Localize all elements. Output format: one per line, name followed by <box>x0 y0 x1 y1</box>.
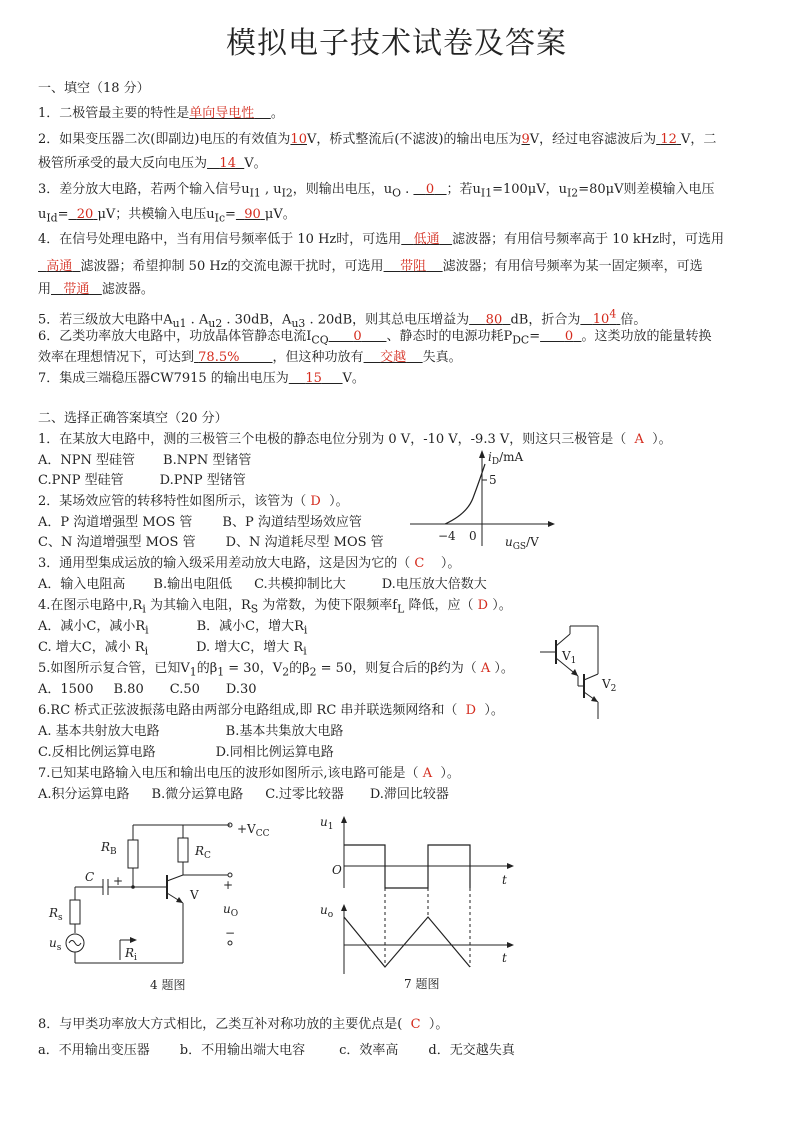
s1-q5: 5．若三级放大电路中$A_{u1}$ . $A_{u2}$ . 30dB，$A_{u3}$ . 20dB，则其总电压增益为 80 dB，折合为 $10^4$ 倍。 <box>38 308 647 330</box>
darlington-figure <box>540 622 620 720</box>
s2-q7: 7.已知某电路输入电压和输出电压的波形如图所示,该电路可能是（ A ）。 <box>38 766 460 781</box>
s1-q4-cont2: 用 带通 滤波器。 <box>38 282 154 297</box>
answer: 单向导电性 <box>189 106 255 121</box>
v1-label: $V_1$ <box>562 649 577 666</box>
output-triangle-wave <box>344 917 470 967</box>
fet-transfer-figure <box>405 446 560 551</box>
ri-label: $R_i$ <box>125 946 137 963</box>
out-minus-label: − <box>225 926 236 940</box>
s1-q6: 6．乙类功率放大电路中，功放晶体管静态电流$I_{CQ}$ 0 、静态时的电源功耗$P_{DC}=$ 0 。这类功放的能量转换 <box>38 329 712 347</box>
s1-q6-cont: 效率在理想情况下，可达到 78.5% ，但这种功放有 交越 失真。 <box>38 350 462 365</box>
section2-heading: 二、选择正确答案填空（20 分） <box>38 411 228 426</box>
s2-q3: 3．通用型集成运放的输入级采用差动放大电路，这是因为它的（ C ）。 <box>38 556 461 571</box>
s2-q7-opts: A.积分运算电路 B.微分运算电路 C.过零比较器 D.滞回比较器 <box>38 787 449 802</box>
y-tick-label: 5 <box>489 473 497 487</box>
s2-q2: 2．某场效应管的转移特性如图所示，该管为（ D ）。 <box>38 494 349 509</box>
t-label-2: t <box>502 951 507 965</box>
s1-q3-cont: $u_{Id}= 20$ μV；共模输入电压$u_{Ic}= 90$ μV。 <box>38 207 296 225</box>
us-label: $u_s$ <box>49 936 62 953</box>
s2-q2-opts1: A．P 沟道增强型 MOS 管 B、P 沟道结型场效应管 <box>38 515 362 530</box>
s2-q6: 6.RC 桥式正弦波振荡电路由两部分电路组成,即 RC 串并联选频网络和（ D ）。 <box>38 703 504 718</box>
s2-q3-opts: A．输入电阻高 B.输出电阻低 C.共模抑制比大 D.电压放大倍数大 <box>38 577 487 592</box>
x-tick-label: −4 <box>438 529 456 543</box>
uo-label: $u_o$ <box>320 903 334 920</box>
s2-q4: 4.在图示电路中$,R_i$ 为其输入电阻，$R_S$ 为常数，为使下限频率$f_L$ 降低，应（ D ）。 <box>38 598 512 616</box>
s2-q1: 1．在某放大电路中，测的三极管三个电极的静态电位分别为 0 V，-10 V，-9.3 V，则这只三极管是（ A ）。 <box>38 432 672 447</box>
rb-label: $R_B$ <box>101 840 117 857</box>
section1-heading: 一、填空（18 分） <box>38 81 150 96</box>
s2-q6-opts1: A. 基本共射放大电路 B.基本共集放大电路 <box>38 724 344 739</box>
fig7-caption: 7 题图 <box>404 977 440 991</box>
rs-label: $R_s$ <box>49 906 63 923</box>
transfer-curve <box>445 464 485 524</box>
s1-q4-cont1: 高通 滤波器；希望抑制 50 Hz的交流电源干扰时，可选用 带阻 滤波器；有用信号频率为某一固定频率，可选 <box>46 259 703 274</box>
s2-q8: 8．与甲类功率放大方式相比，乙类互补对称功放的主要优点是( C ）。 <box>38 1017 449 1032</box>
s1-q3: 3．差分放大电路，若两个输入信号$u_{I1}$ , $u_{I2}$，则输出电压，$u_O$ . 0 ；若$u_{I1}=100\mu V$，$u_{I2}=80\mu V$则差模输入电压 <box>38 182 715 200</box>
origin-label: O <box>332 863 342 877</box>
plus-label: + <box>113 874 124 888</box>
y-axis-arrow <box>479 450 485 458</box>
s1-q2-cont: 极管所承受的最大反向电压为 14 V。 <box>38 156 267 171</box>
t-label-1: t <box>502 873 507 887</box>
c-label: C <box>85 870 95 884</box>
transistor-label: V <box>190 888 199 902</box>
s2-q1-opts1: A．NPN 型硅管 B.NPN 型锗管 <box>38 453 252 468</box>
amplifier-circuit-figure <box>45 815 285 995</box>
page-title: 模拟电子技术试卷及答案 <box>226 26 567 61</box>
y-label: $i_D/mA$ <box>488 450 524 467</box>
waveform-figure <box>312 812 527 997</box>
s2-q8-opts: a．不用输出变压器 b．不用输出端大电容 c．效率高 d．无交越失真 <box>38 1043 515 1058</box>
x-axis-arrow <box>548 521 555 527</box>
out-plus-label: + <box>223 878 234 892</box>
s2-q5-opts: A．1500 B.80 C.50 D.30 <box>38 682 257 697</box>
u1-label: $u_1$ <box>320 815 334 832</box>
s1-q4: 4．在信号处理电路中，当有用信号频率低于 10 Hz时，可选用 低通 滤波器；有用信号频率高于 10 kHz时，可选用 <box>38 232 724 247</box>
s2-q1-opts2: C.PNP 型硅管 D.PNP 型锗管 <box>38 473 246 488</box>
s1-q7: 7．集成三端稳压器CW7915 的输出电压为 15 V。 <box>38 371 365 386</box>
s2-q4-opts1: A．减小C，减小$R_i$ B．减小C，增大$R_i$ <box>38 619 308 637</box>
vcc-label: $+V_{CC}$ <box>237 822 270 839</box>
s2-q2-opts2: C、N 沟道增强型 MOS 管 D、N 沟道耗尽型 MOS 管 <box>38 535 384 550</box>
s1-q2: 2．如果变压器二次(即副边)电压的有效值为10V，桥式整流后(不滤波)的输出电压为9V，经过电容滤波后为 12 V，二 <box>38 132 717 147</box>
x-label: $u_{GS}/V$ <box>505 535 539 551</box>
origin-label: 0 <box>469 529 477 543</box>
s2-q4-opts2: C. 增大C，减小 $R_i$ D. 增大C，增大 $R_i$ <box>38 640 307 658</box>
s1-q1: 1．二极管最主要的特性是单向导电性 。 <box>38 106 284 121</box>
v2-label: $V_2$ <box>602 677 617 694</box>
s2-q6-opts2: C.反相比例运算电路 D.同相比例运算电路 <box>38 745 334 760</box>
s2-q5: 5.如图所示复合管，已知$V_1$的$\beta_1 = 30$，$V_2$的$\beta_2 = 50$，则复合后的β约为（ A ）。 <box>38 661 514 679</box>
rc-label: $R_C$ <box>195 844 211 861</box>
uo-label: $u_O$ <box>223 902 239 919</box>
fig4-caption: 4 题图 <box>150 978 186 992</box>
